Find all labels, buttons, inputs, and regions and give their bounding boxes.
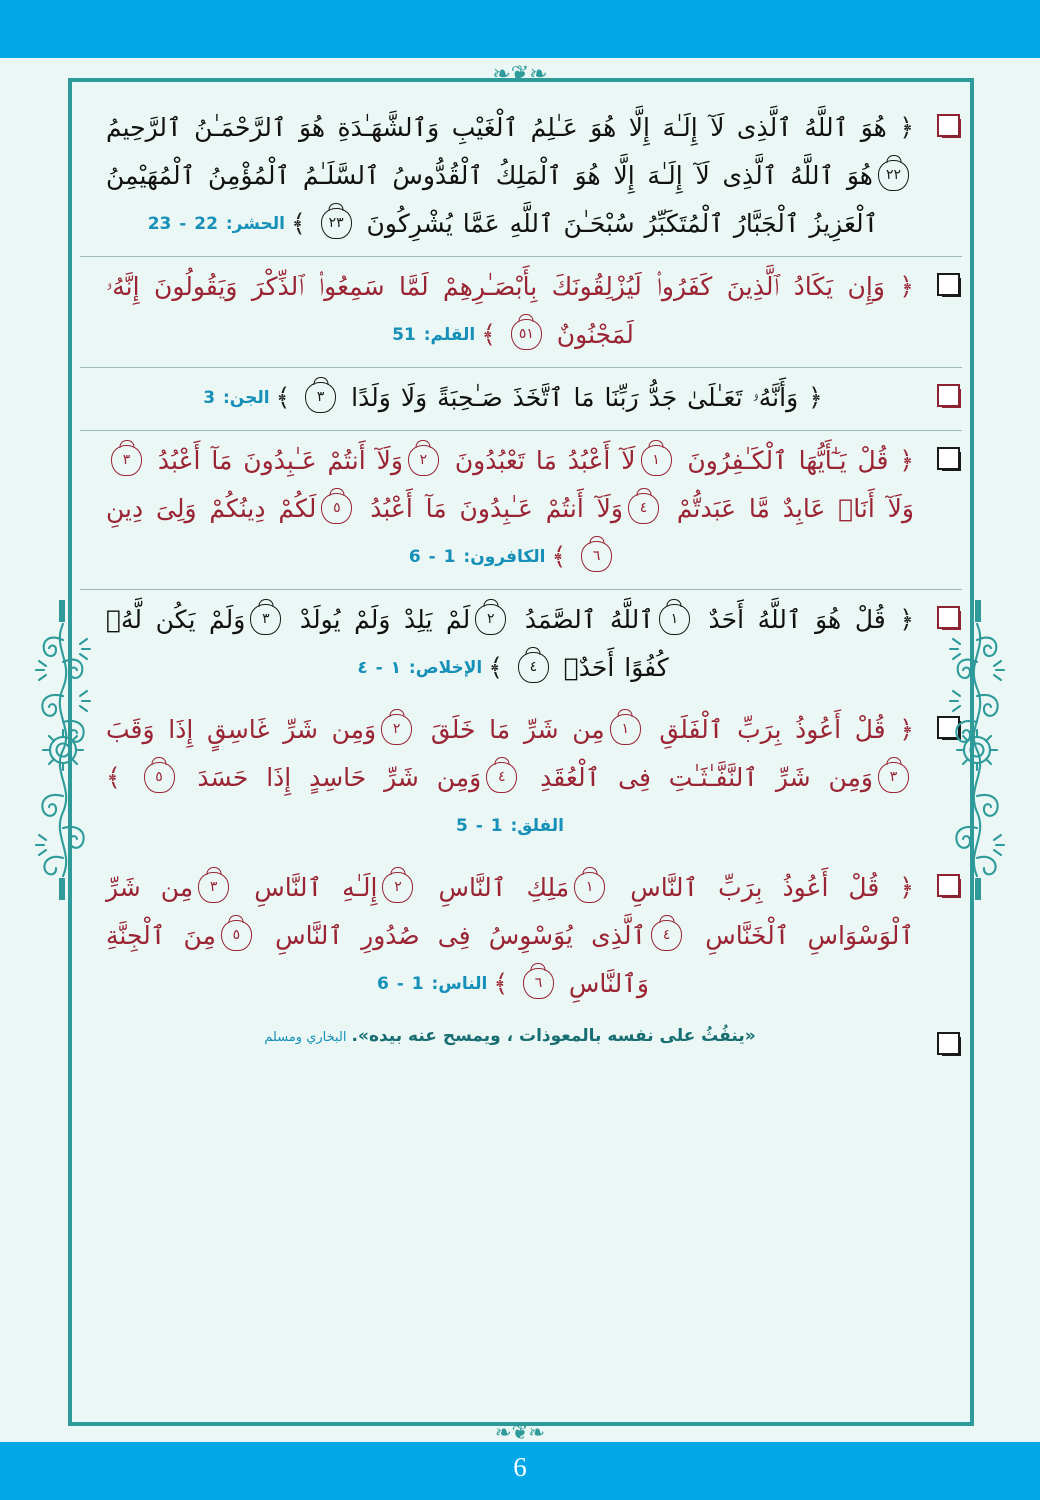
ayah-text-al-jinn bbox=[106, 374, 914, 422]
surah-reference: الجن: 3 bbox=[203, 388, 270, 408]
verse-block-al-kafirun bbox=[80, 430, 962, 589]
surah-reference: الحشر: 22 - 23 bbox=[147, 214, 285, 234]
close-brace-glyph: ﴾ bbox=[291, 209, 316, 238]
ayah-text-an-nas bbox=[106, 864, 914, 1008]
ayah-number-medallion: ٢ bbox=[382, 872, 413, 903]
top-color-band bbox=[0, 0, 1040, 58]
hadith-bullet-marker bbox=[937, 1032, 956, 1051]
ayah-line: وَمِن شَرِّ غَاسِقٍ إِذَا وَقَبَ bbox=[106, 715, 377, 744]
hadith-source: البخاري ومسلم bbox=[264, 1030, 347, 1045]
ayah-line: مِن شَرِّ مَا خَلَقَ bbox=[417, 715, 605, 744]
ayah-line: قُلْ أَعُوذُ بِرَبِّ ٱلنَّاسِ bbox=[610, 873, 880, 902]
ayah-line: لَمْ يَلِدْ وَلَمْ يُولَدْ bbox=[286, 605, 471, 634]
ayah-number-medallion: ٤ bbox=[651, 920, 682, 951]
verse-block-al-falaq bbox=[80, 700, 962, 858]
ayah-number-medallion: ٤ bbox=[486, 762, 517, 793]
ayah-line: قُلْ يَـٰٓأَيُّهَا ٱلْكَـٰفِرُونَ bbox=[676, 446, 889, 475]
ayah-number-medallion: ٣ bbox=[111, 445, 142, 476]
ayah-number-medallion: ٢ bbox=[381, 714, 412, 745]
surah-reference: الناس: 1 - 6 bbox=[377, 974, 488, 994]
ayah-line: وَمِن شَرِّ ٱلنَّفَّـٰثَـٰتِ فِى ٱلْعُقَدِ bbox=[522, 763, 873, 792]
ayah-line: وَأَنَّهُۥ تَعَـٰلَىٰ جَدُّ رَبِّنَا مَا ٱتَّخَذَ صَـٰحِبَةً وَلَا وَلَدًا bbox=[341, 383, 799, 412]
ayah-number-medallion: ١ bbox=[574, 872, 605, 903]
open-brace-glyph: ﴿ bbox=[798, 383, 823, 412]
close-brace-glyph: ﴾ bbox=[493, 969, 518, 998]
verse-block-al-ikhlas bbox=[80, 589, 962, 700]
ayah-line: وَإِن يَكَادُ ٱلَّذِينَ كَفَرُوا۟ لَيُزْلِقُونَكَ بِأَبْصَـٰرِهِمْ لَمَّا سَمِعُوا۟ ٱلذِّكْرَ وَيَقُولُونَ إِنَّهُۥ لَمَجْنُونٌ bbox=[106, 272, 885, 349]
verse-block-an-nas bbox=[80, 858, 962, 1016]
verse-bullet-marker bbox=[937, 447, 956, 466]
open-brace-glyph: ﴿ bbox=[885, 715, 914, 744]
ayah-number-medallion: ١ bbox=[659, 604, 690, 635]
ayah-number-medallion: ٥ bbox=[144, 762, 175, 793]
ayah-line: وَلَآ أَنتُمْ عَـٰبِدُونَ مَآ أَعْبُدُ bbox=[357, 494, 624, 523]
ayah-line: وَلَآ أَنتُمْ عَـٰبِدُونَ مَآ أَعْبُدُ bbox=[147, 446, 403, 475]
ayah-number-medallion: ٥١ bbox=[511, 319, 542, 350]
ayah-number-medallion: ٥ bbox=[221, 920, 252, 951]
close-brace-glyph: ﴾ bbox=[275, 383, 301, 412]
ayah-text-al-falaq bbox=[106, 706, 914, 850]
ayah-number-medallion: ٣ bbox=[305, 382, 336, 413]
open-brace-glyph: ﴿ bbox=[879, 873, 914, 902]
ayah-number-medallion: ٣ bbox=[198, 872, 229, 903]
close-brace-glyph: ﴾ bbox=[551, 542, 577, 571]
ayah-line: هُوَ ٱللَّهُ ٱلَّذِى لَآ إِلَـٰهَ إِلَّا هُوَ عَـٰلِمُ ٱلْغَيْبِ وَٱلشَّهَـٰدَةِ هُوَ ٱلرَّحْمَـٰنُ ٱلرَّحِيمُ bbox=[106, 113, 887, 142]
ayah-line: قُلْ هُوَ ٱللَّهُ أَحَدٌ bbox=[694, 605, 886, 634]
surah-reference: الفلق: 1 - 5 bbox=[455, 816, 565, 836]
verse-bullet-marker bbox=[937, 114, 956, 133]
ayah-text-al-hashr bbox=[106, 104, 914, 248]
surah-reference: القلم: 51 bbox=[392, 325, 476, 345]
surah-reference: الكافرون: 1 - 6 bbox=[408, 547, 546, 567]
verse-block-al-jinn bbox=[80, 367, 962, 430]
open-brace-glyph: ﴿ bbox=[886, 113, 914, 142]
ayah-text-al-ikhlas bbox=[106, 596, 914, 692]
open-brace-glyph: ﴿ bbox=[888, 446, 915, 475]
open-brace-glyph: ﴿ bbox=[885, 605, 914, 634]
close-brace-glyph: ﴾ bbox=[106, 763, 139, 792]
ayah-number-medallion: ٤ bbox=[628, 493, 659, 524]
ayah-line: هُوَ ٱللَّهُ ٱلَّذِى لَآ إِلَـٰهَ إِلَّا هُوَ ٱلْمَلِكُ ٱلْقُدُّوسُ ٱلسَّلَـٰمُ ٱلْمُؤْمِنُ ٱلْمُهَيْمِنُ ٱلْعَزِيزُ ٱلْجَبَّارُ ٱلْمُتَكَبِّرُ سُبْحَـٰنَ ٱللَّهِ عَمَّا يُشْرِكُونَ bbox=[106, 161, 879, 238]
ayah-line: مِن شَرِّ ٱلْوَسْوَاسِ ٱلْخَنَّاسِ bbox=[106, 873, 914, 950]
open-brace-glyph: ﴿ bbox=[884, 272, 914, 301]
verse-block-al-qalam bbox=[80, 256, 962, 367]
verse-block-al-hashr bbox=[80, 98, 962, 256]
ayah-number-medallion: ٤ bbox=[518, 652, 549, 683]
ayah-number-medallion: ٦ bbox=[581, 541, 612, 572]
ayah-line: لَآ أَعْبُدُ مَا تَعْبُدُونَ bbox=[443, 446, 636, 475]
verse-list bbox=[72, 82, 970, 1422]
ayah-number-medallion: ١ bbox=[610, 714, 641, 745]
left-arabesque-ornament-icon bbox=[32, 600, 94, 900]
top-ornament-icon: ❧❦❧ bbox=[492, 62, 548, 87]
ayah-line: قُلْ أَعُوذُ بِرَبِّ ٱلْفَلَقِ bbox=[645, 715, 886, 744]
ayah-line: مَلِكِ ٱلنَّاسِ bbox=[418, 873, 570, 902]
surah-reference: الإخلاص: ١ - ٤ bbox=[357, 658, 483, 678]
ayah-line: وَلَمْ يَكُن لَّهُۥ كُفُوًا أَحَدٌۢ bbox=[106, 605, 669, 682]
ayah-number-medallion: ٥ bbox=[321, 493, 352, 524]
verse-bullet-marker bbox=[937, 384, 956, 403]
ayah-line: ٱللَّهُ ٱلصَّمَدُ bbox=[511, 605, 654, 634]
page-number: 6 bbox=[513, 1452, 527, 1482]
ayah-line: لَكُمْ دِينُكُمْ وَلِىَ دِينِ bbox=[106, 494, 317, 523]
ayah-number-medallion: ٢٣ bbox=[321, 208, 352, 239]
ayah-line: وَلَآ أَنَا۠ عَابِدٌ مَّا عَبَدتُّمْ bbox=[664, 494, 914, 523]
ayah-number-medallion: ٣ bbox=[878, 762, 909, 793]
close-brace-glyph: ﴾ bbox=[481, 320, 506, 349]
hadith-footnote-row bbox=[80, 1016, 962, 1052]
ayah-number-medallion: ٦ bbox=[523, 968, 554, 999]
ayah-line: مِنَ ٱلْجِنَّةِ وَٱلنَّاسِ bbox=[106, 921, 649, 998]
ayah-line: إِلَـٰهِ ٱلنَّاسِ bbox=[234, 873, 378, 902]
ayah-number-medallion: ١ bbox=[641, 445, 672, 476]
ayah-line: وَمِن شَرِّ حَاسِدٍ إِذَا حَسَدَ bbox=[179, 763, 482, 792]
ayah-number-medallion: ٢ bbox=[475, 604, 506, 635]
ayah-text-al-kafirun bbox=[106, 437, 914, 581]
ayah-number-medallion: ٢٢ bbox=[878, 160, 909, 191]
ayah-text-al-qalam bbox=[106, 263, 914, 359]
right-arabesque-ornament-icon bbox=[946, 600, 1008, 900]
ayah-number-medallion: ٣ bbox=[250, 604, 281, 635]
close-brace-glyph: ﴾ bbox=[488, 653, 513, 682]
ayah-line: ٱلَّذِى يُوَسْوِسُ فِى صُدُورِ ٱلنَّاسِ bbox=[256, 921, 647, 950]
ayah-number-medallion: ٢ bbox=[408, 445, 439, 476]
bottom-ornament-icon: ❧❦❧ bbox=[494, 1420, 546, 1444]
hadith-text: «ينفُثُ على نفسه بالمعوذات ، ويمسح عنه بيده». bbox=[351, 1026, 756, 1046]
verse-bullet-marker bbox=[937, 273, 956, 292]
